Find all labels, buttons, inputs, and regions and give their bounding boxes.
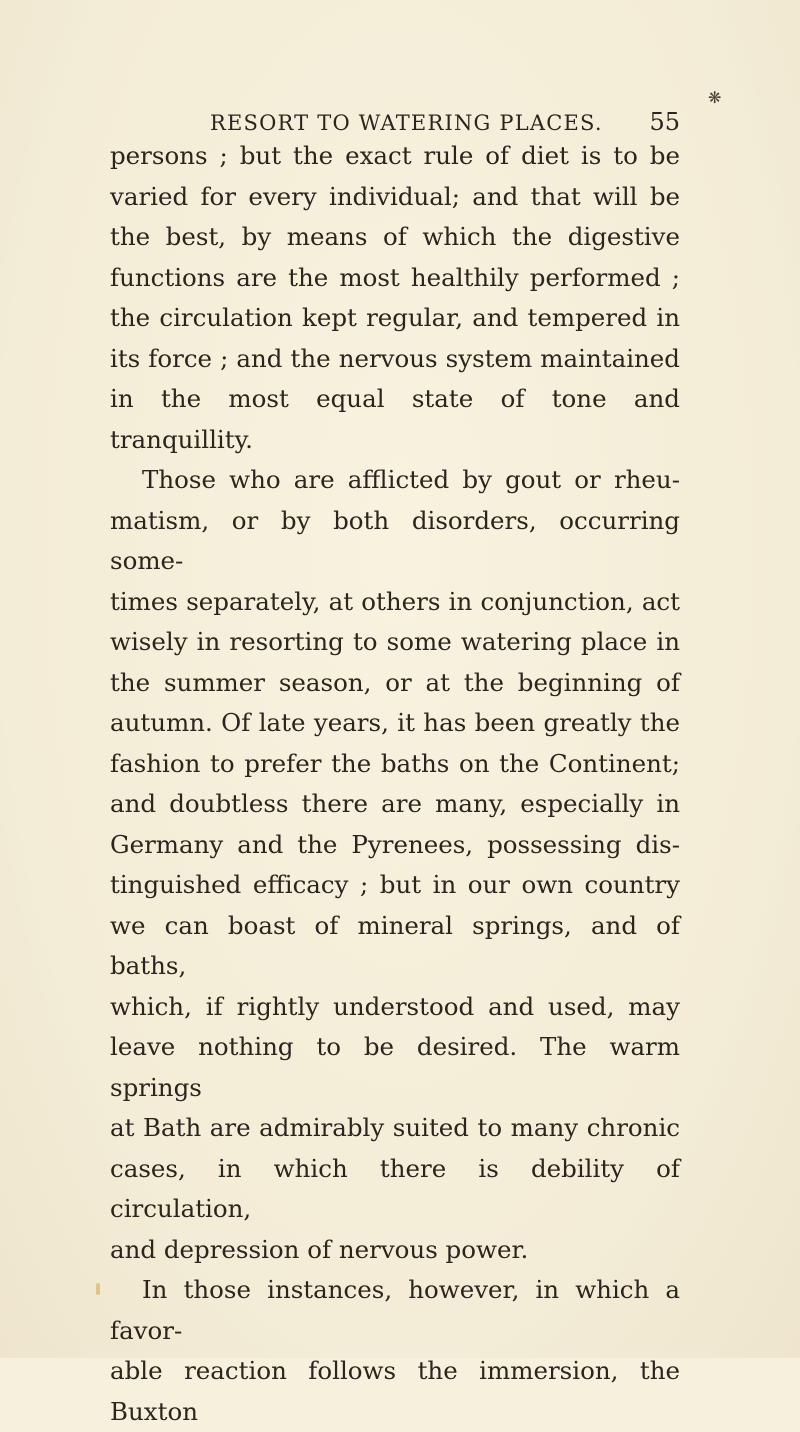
- text-line: cases, in which there is debility of circulation,: [110, 1153, 680, 1223]
- text-line: In those instances, however, in which a favor-: [110, 1275, 680, 1345]
- text-line: the circulation kept regular, and tempered in: [110, 303, 680, 332]
- text-line: functions are the most healthily performed ;: [110, 262, 680, 292]
- text-line: wisely in resorting to some watering place in: [110, 627, 680, 656]
- text-line: Those who are afflicted by gout or rheu-: [142, 465, 680, 494]
- text-line: tinguished efficacy ; but in our own country: [110, 870, 680, 899]
- text-line: autumn. Of late years, it has been greatly the: [110, 708, 680, 737]
- text-line: fashion to prefer the baths on the Continent;: [110, 748, 680, 778]
- page-number: 55: [649, 108, 680, 136]
- printer-ornament-icon: ❋: [708, 88, 722, 107]
- text-line: and doubtless there are many, especially in: [110, 789, 680, 818]
- text-line: in the most equal state of tone and tranquillity.: [110, 384, 680, 454]
- text-line: which, if rightly understood and used, may: [110, 991, 680, 1021]
- running-title: RESORT TO WATERING PLACES.: [210, 111, 603, 135]
- text-line: Germany and the Pyrenees, possessing dis-: [110, 829, 680, 859]
- running-head: [210, 108, 680, 138]
- text-line: we can boast of mineral springs, and of baths,: [110, 910, 680, 980]
- text-line: leave nothing to be desired. The warm springs: [110, 1032, 680, 1102]
- paper-smudge: [96, 1283, 100, 1295]
- text-line: the best, by means of which the digestive: [110, 222, 680, 251]
- text-line: persons ; but the exact rule of diet is to be: [110, 141, 680, 170]
- body-text: [110, 136, 680, 1432]
- text-line: matism, or by both disorders, occurring some-: [110, 505, 680, 575]
- text-line: its force ; and the nervous system maintained: [110, 343, 680, 373]
- text-line: the summer season, or at the beginning of: [110, 667, 680, 697]
- text-line: times separately, at others in conjunction, act: [110, 586, 680, 616]
- text-line: varied for every individual; and that will be: [110, 181, 680, 211]
- text-line: able reaction follows the immersion, the Buxton: [110, 1356, 680, 1426]
- text-line: and depression of nervous power.: [110, 1234, 529, 1264]
- text-line: at Bath are admirably suited to many chronic: [110, 1113, 680, 1142]
